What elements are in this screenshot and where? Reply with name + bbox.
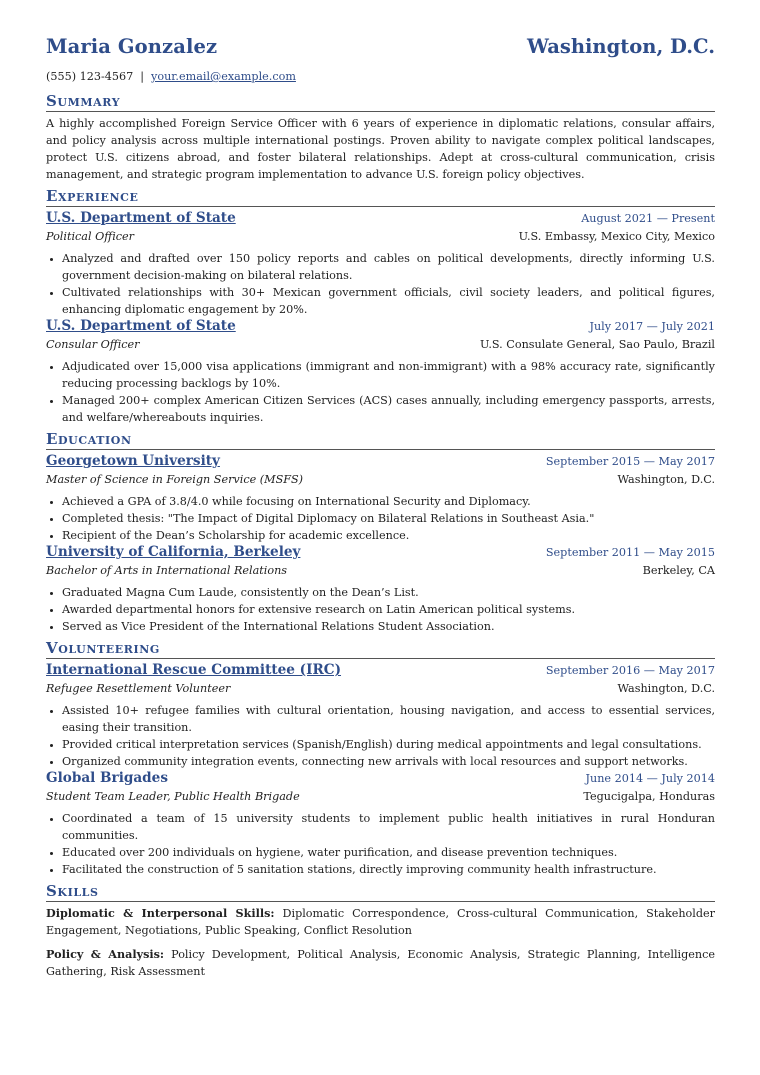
- bullet-item: • Completed thesis: "The Impact of Digital Diplomacy on Bilateral Relations in Southeast Asia.": [62, 510, 715, 527]
- entry-dates: September 2015 — May 2017: [545, 455, 715, 468]
- entry-role: Bachelor of Arts in International Relations: [46, 564, 288, 577]
- experience-list: [46, 210, 715, 426]
- bullet-item: • Adjudicated over 15,000 visa applications (immigrant and non-immigrant) with a 98% accuracy rate, significantly reducing processing backlogs by 10%.: [62, 358, 715, 392]
- bullet-item: • Facilitated the construction of 5 sanitation stations, directly improving community health infrastructure.: [62, 861, 715, 878]
- bullet-item: • Graduated Magna Cum Laude, consistently on the Dean’s List.: [62, 584, 715, 601]
- org-link[interactable]: International Rescue Committee (IRC): [46, 662, 342, 678]
- education-heading: Education: [46, 430, 715, 450]
- candidate-location: Washington, D.C.: [527, 35, 715, 58]
- skill-value: Diplomatic Correspondence, Cross-cultural Communication, Stakeholder Engagement, Negotiations, Public Speaking, Conflict Resolution: [46, 907, 715, 937]
- bullet-item: • Educated over 200 individuals on hygiene, water purification, and disease prevention techniques.: [62, 844, 715, 861]
- entry-place: U.S. Embassy, Mexico City, Mexico: [518, 230, 715, 243]
- org-link[interactable]: U.S. Department of State: [46, 318, 236, 334]
- volunteering-entry: [46, 770, 715, 878]
- volunteering-heading: Volunteering: [46, 639, 715, 659]
- entry-place: Washington, D.C.: [617, 682, 715, 695]
- contact-line: [46, 68, 715, 88]
- volunteering-list: [46, 662, 715, 878]
- summary-text: A highly accomplished Foreign Service Officer with 6 years of experience in diplomatic relations, consular affairs, and policy analysis across multiple international postings. Proven ability to navigate complex political landscapes, protect U.S. citizens abroad, and foster bilateral relationships. Adept at cross-cultural communication, crisis management, and strategic program implementation to advance U.S. foreign policy objectives.: [46, 117, 715, 181]
- resume-page: [46, 35, 715, 987]
- org-link[interactable]: Georgetown University: [46, 453, 220, 469]
- skill-row: [46, 905, 715, 939]
- entry-place: Washington, D.C.: [617, 473, 715, 486]
- skills-list: [46, 905, 715, 980]
- entry-role: Master of Science in Foreign Service (MSFS): [46, 473, 304, 486]
- entry-role: Political Officer: [46, 230, 135, 243]
- entry-place: U.S. Consulate General, Sao Paulo, Brazil: [479, 338, 715, 351]
- experience-entry: [46, 210, 715, 318]
- education-entry: [46, 453, 715, 544]
- bullet-list: [46, 250, 715, 318]
- resume-header: [46, 35, 715, 68]
- org-link[interactable]: U.S. Department of State: [46, 210, 236, 226]
- bullet-item: • Assisted 10+ refugee families with cultural orientation, housing navigation, and access to essential services, easing their transition.: [62, 702, 715, 736]
- bullet-item: • Analyzed and drafted over 150 policy reports and cables on political developments, directly informing U.S. government decision-making on bilateral relations.: [62, 250, 715, 284]
- skill-label: Policy & Analysis:: [46, 947, 165, 961]
- skill-value: Policy Development, Political Analysis, Economic Analysis, Strategic Planning, Intelligence Gathering, Risk Assessment: [46, 948, 715, 978]
- entry-dates: September 2016 — May 2017: [545, 664, 715, 677]
- bullet-item: • Awarded departmental honors for extensive research on Latin American political systems.: [62, 601, 715, 618]
- bullet-item: • Cultivated relationships with 30+ Mexican government officials, civil society leaders, and political figures, enhancing diplomatic engagement by 20%.: [62, 284, 715, 318]
- bullet-list: [46, 810, 715, 878]
- bullet-list: [46, 493, 715, 544]
- entry-dates: August 2021 — Present: [581, 212, 715, 225]
- bullet-item: • Served as Vice President of the International Relations Student Association.: [62, 618, 715, 635]
- skills-heading: Skills: [46, 882, 715, 902]
- skill-label: Diplomatic & Interpersonal Skills:: [46, 906, 275, 920]
- entry-role: Consular Officer: [46, 338, 140, 351]
- summary-heading: Summary: [46, 92, 715, 112]
- bullet-item: • Provided critical interpretation services (Spanish/English) during medical appointments and legal consultations.: [62, 736, 715, 753]
- org-link[interactable]: University of California, Berkeley: [46, 544, 301, 560]
- entry-dates: June 2014 — July 2014: [585, 772, 715, 785]
- bullet-list: [46, 358, 715, 426]
- education-entry: [46, 544, 715, 635]
- email-link[interactable]: your.email@example.com: [151, 70, 296, 83]
- bullet-item: • Achieved a GPA of 3.8/4.0 while focusing on International Security and Diplomacy.: [62, 493, 715, 510]
- entry-dates: September 2011 — May 2015: [545, 546, 715, 559]
- entry-place: Berkeley, CA: [642, 564, 715, 577]
- bullet-item: • Managed 200+ complex American Citizen Services (ACS) cases annually, including emergency passports, arrests, and welfare/whereabouts inquiries.: [62, 392, 715, 426]
- org-name: Global Brigades: [46, 770, 168, 786]
- contact-separator: |: [140, 70, 145, 83]
- bullet-item: • Organized community integration events, connecting new arrivals with local resources and support networks.: [62, 753, 715, 770]
- entry-role: Student Team Leader, Public Health Brigade: [46, 790, 300, 803]
- skill-row: [46, 946, 715, 980]
- entry-dates: July 2017 — July 2021: [589, 320, 715, 333]
- experience-heading: Experience: [46, 187, 715, 207]
- bullet-item: • Coordinated a team of 15 university students to implement public health initiatives in rural Honduran communities.: [62, 810, 715, 844]
- phone-number: (555) 123-4567: [46, 70, 134, 83]
- volunteering-entry: [46, 662, 715, 770]
- bullet-list: [46, 702, 715, 770]
- bullet-list: [46, 584, 715, 635]
- candidate-name: Maria Gonzalez: [46, 35, 218, 58]
- bullet-item: • Recipient of the Dean’s Scholarship for academic excellence.: [62, 527, 715, 544]
- entry-role: Refugee Resettlement Volunteer: [46, 682, 231, 695]
- entry-place: Tegucigalpa, Honduras: [583, 790, 715, 803]
- education-list: [46, 453, 715, 635]
- experience-entry: [46, 318, 715, 426]
